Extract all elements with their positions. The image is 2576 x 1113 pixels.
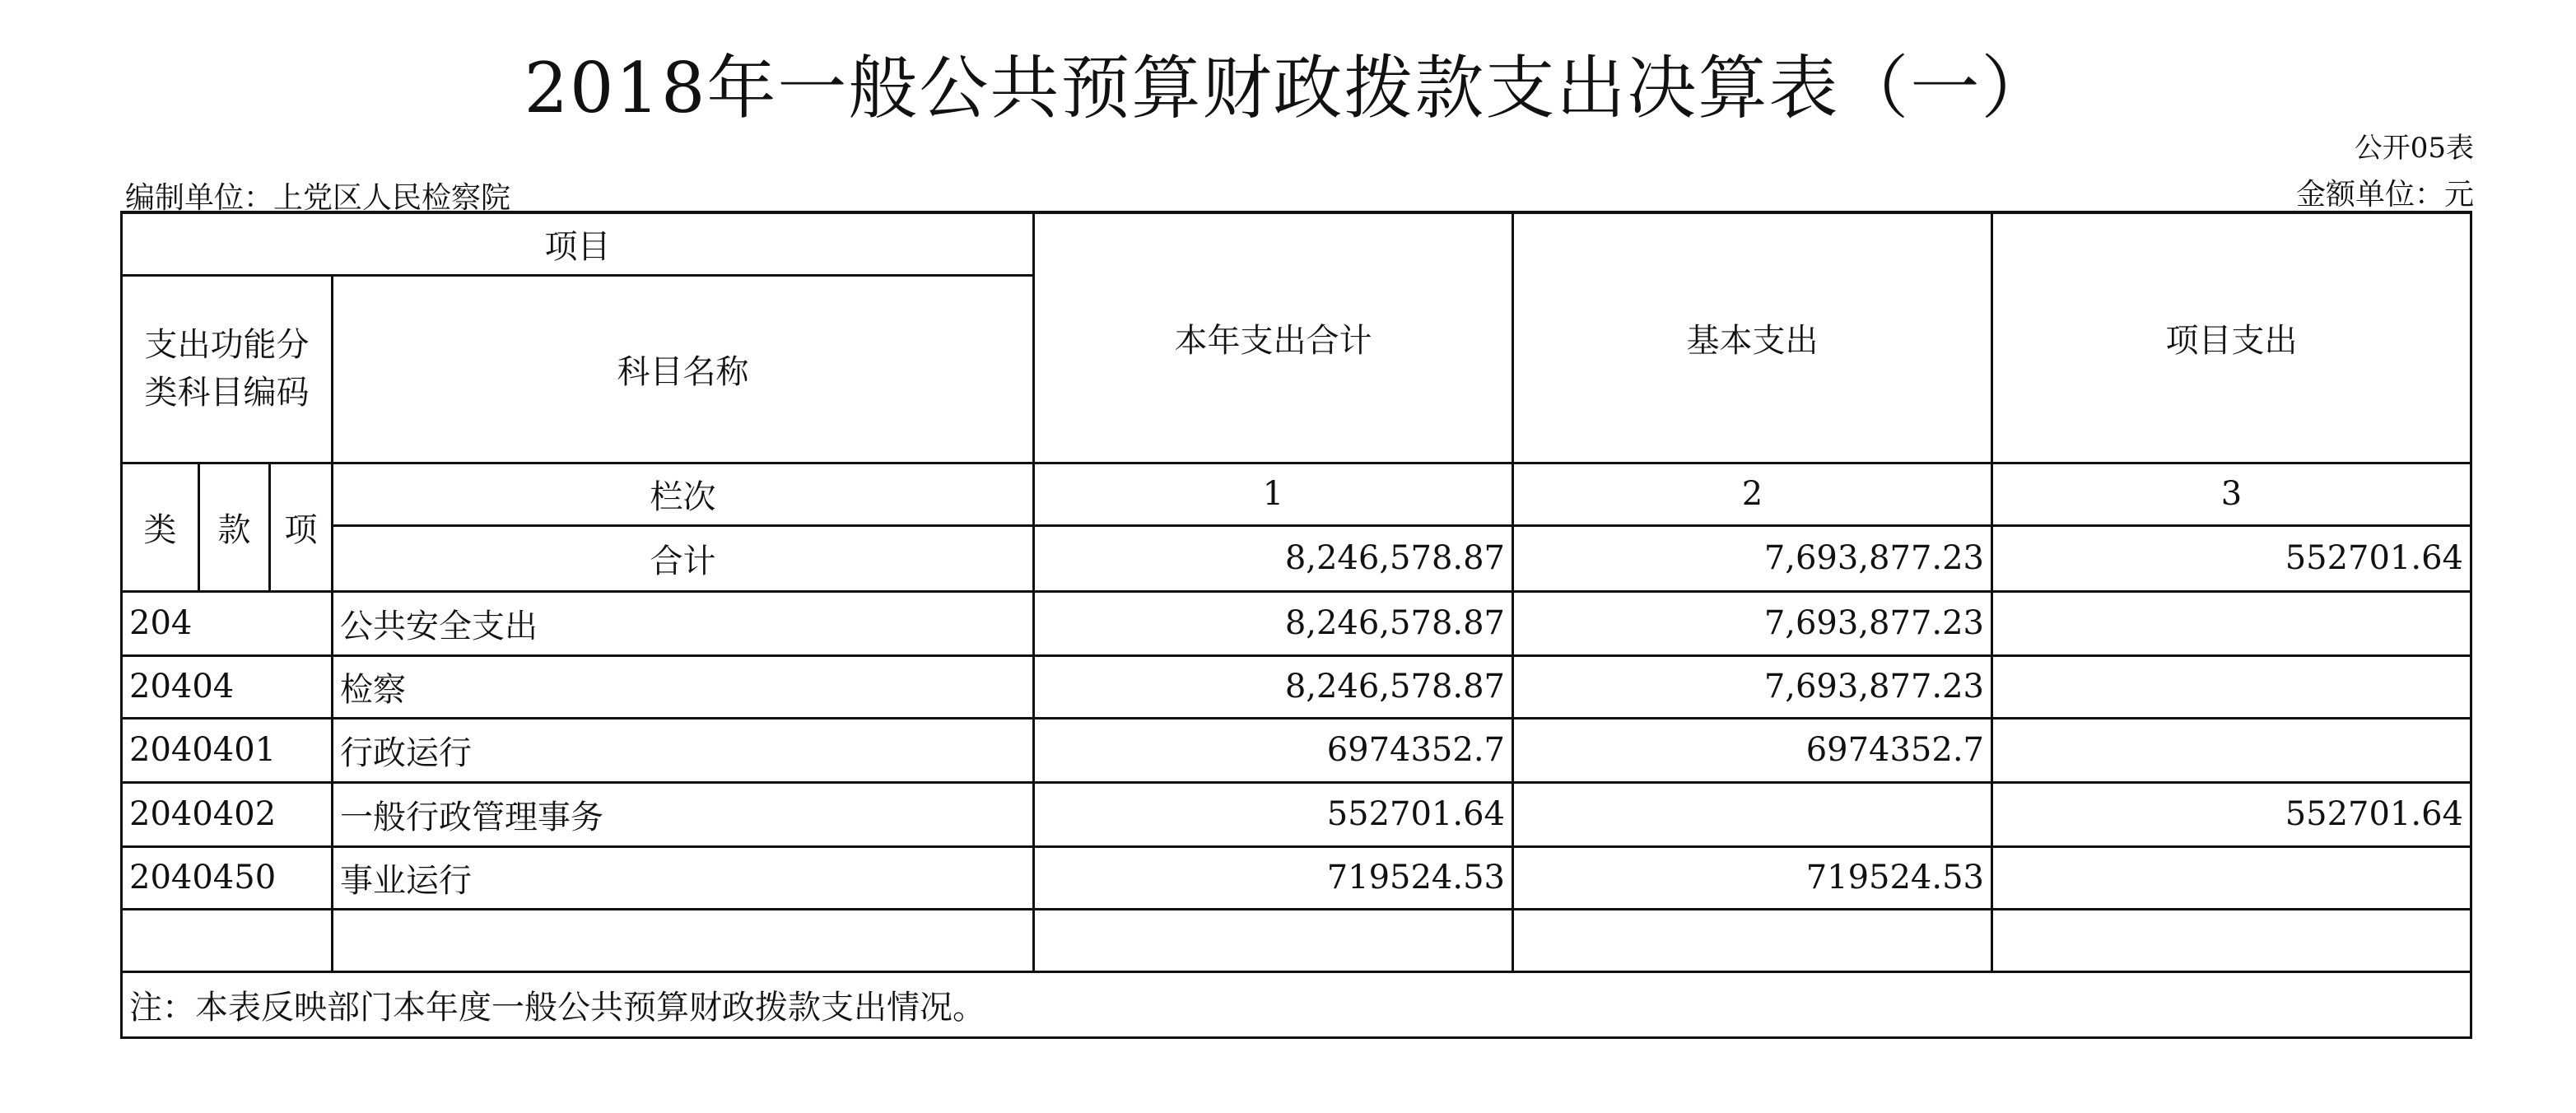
column-number-3: 3	[1992, 463, 2471, 525]
header-basic: 基本支出	[1513, 212, 1992, 463]
row-code: 2040401	[122, 718, 333, 782]
empty-cell	[333, 909, 1034, 971]
form-code: 公开05表	[2354, 132, 2474, 165]
header-xiang: 项	[270, 463, 333, 591]
table-row	[122, 846, 2471, 909]
row-basic: 6974352.7	[1513, 718, 1992, 782]
empty-cell	[1992, 909, 2471, 971]
row-total: 719524.53	[1034, 846, 1513, 909]
page-title: 2018年一般公共预算财政拨款支出决算表（一）	[524, 48, 2052, 128]
table-note: 注：本表反映部门本年度一般公共预算财政拨款支出情况。	[122, 971, 2471, 1037]
empty-row	[122, 909, 2471, 971]
table-row	[122, 782, 2471, 846]
amount-unit: 金额单位：元	[2295, 178, 2474, 212]
compiling-unit: 编制单位：上党区人民检察院	[125, 181, 511, 215]
total-row-basic: 7,693,877.23	[1513, 525, 1992, 591]
row-code: 2040450	[122, 846, 333, 909]
empty-cell	[1513, 909, 1992, 971]
header-project-expense: 项目支出	[1992, 212, 2471, 463]
row-basic: 7,693,877.23	[1513, 591, 1992, 655]
row-name: 检察	[333, 655, 1034, 718]
header-subject-name: 科目名称	[333, 275, 1034, 463]
row-code: 2040402	[122, 782, 333, 846]
row-total: 8,246,578.87	[1034, 655, 1513, 718]
empty-cell	[122, 909, 333, 971]
row-project-expense	[1992, 655, 2471, 718]
row-basic	[1513, 782, 1992, 846]
header-total: 本年支出合计	[1034, 212, 1513, 463]
total-row-total: 8,246,578.87	[1034, 525, 1513, 591]
table-row	[122, 655, 2471, 718]
row-total: 552701.64	[1034, 782, 1513, 846]
total-row-label: 合计	[333, 525, 1034, 591]
row-basic: 719524.53	[1513, 846, 1992, 909]
empty-cell	[1034, 909, 1513, 971]
table-row	[122, 718, 2471, 782]
column-number-1: 1	[1034, 463, 1513, 525]
row-code: 20404	[122, 655, 333, 718]
header-lei: 类	[122, 463, 199, 591]
row-name: 事业运行	[333, 846, 1034, 909]
row-project-expense: 552701.64	[1992, 782, 2471, 846]
table-row	[122, 591, 2471, 655]
row-name: 一般行政管理事务	[333, 782, 1034, 846]
budget-table	[120, 211, 2472, 1039]
row-code: 204	[122, 591, 333, 655]
header-lanci: 栏次	[333, 463, 1034, 525]
row-name: 公共安全支出	[333, 591, 1034, 655]
column-number-2: 2	[1513, 463, 1992, 525]
header-kuan: 款	[199, 463, 270, 591]
row-project-expense	[1992, 718, 2471, 782]
header-project: 项目	[122, 212, 1034, 275]
row-project-expense	[1992, 591, 2471, 655]
row-total: 8,246,578.87	[1034, 591, 1513, 655]
total-row-project-expense: 552701.64	[1992, 525, 2471, 591]
header-function-code: 支出功能分类科目编码	[122, 275, 333, 463]
row-total: 6974352.7	[1034, 718, 1513, 782]
row-basic: 7,693,877.23	[1513, 655, 1992, 718]
row-name: 行政运行	[333, 718, 1034, 782]
row-project-expense	[1992, 846, 2471, 909]
